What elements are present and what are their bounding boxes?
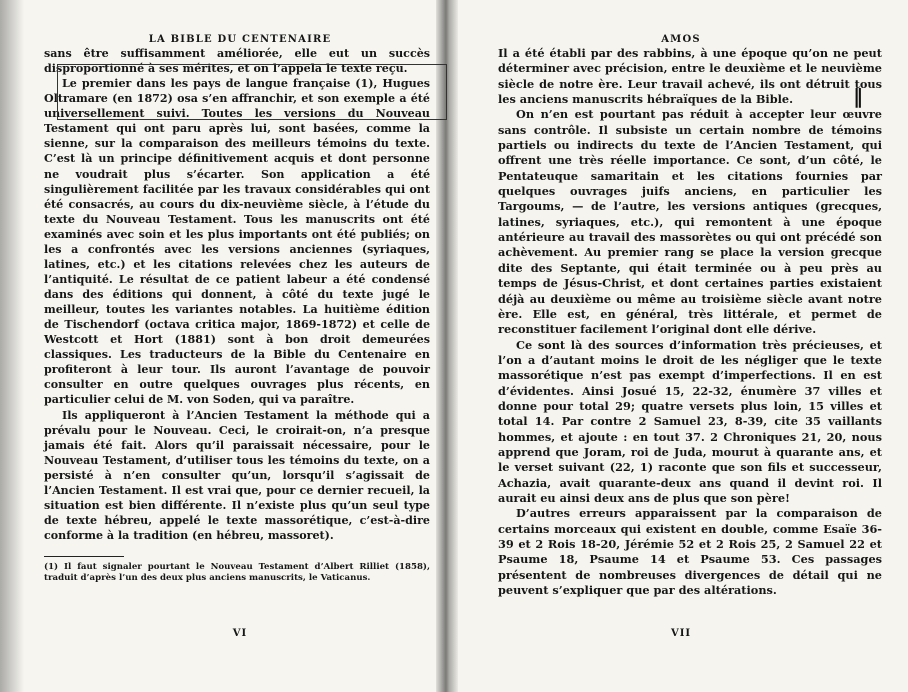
- right-paragraph: Il a été établi par des rabbins, à une époque qu’on ne peut déterminer avec précision, entre le deuxième et le neuvième siècle de notre ère. Leur travail achevé, ils ont détruit tous les anciens manuscrits hébraïques de la Bible.: [498, 46, 882, 107]
- footnote: (1) Il faut signaler pourtant le Nouveau Testament d’Albert Rilliet (1858), traduit d’après l’un des deux plus anciens manuscrits, le Vaticanus.: [44, 562, 430, 583]
- right-paragraph: D’autres erreurs apparaissent par la comparaison de certains morceaux qui existent en double, comme Esaïe 36-39 et 2 Rois 18-20, Jérémie 52 et 2 Rois 25, 2 Samuel 22 et Psaume 18, Psaume 14 et Psaume 53. Ces passages présentent de nombreuses divergences de détail qui ne peuvent s’expliquer que par des altérations.: [498, 506, 882, 598]
- left-paragraph: sans être suffisamment améliorée, elle eut un succès disproportionné à ses mérites, et on l’appela le texte reçu.: [44, 47, 430, 76]
- right-paragraph: On n’en est pourtant pas réduit à accepter leur œuvre sans contrôle. Il subsiste un certain nombre de témoins partiels ou indirects du texte de l’Ancien Testament, qui offrent une très réelle importance. Ce sont, d’un côté, le Pentateuque samaritain et les citations fournies par quelques ouvrages juifs anciens, en particulier les Targoums, — de l’autre, les versions antiques (grecques, latines, syriaques, etc.), qui remontent à une époque antérieure au travail des massorètes ou qui ont précédé son achèvement. Au premier rang se place la version grecque dite des Septante, qui était terminée ou à peu près au temps de Jésus-Christ, et dont certaines parties existaient déjà au deuxième ou même au troisième siècle avant notre ère. Elle est, en général, très littérale, et permet de reconstituer facilement l’original dont elle dérive.: [498, 107, 882, 337]
- right-running-head: AMOS: [661, 34, 701, 45]
- left-folio: VI: [232, 628, 248, 639]
- left-text-block: [44, 46, 430, 543]
- left-paragraph: Ils appliqueront à l’Ancien Testament la méthode qui a prévalu pour le Nouveau. Ceci, le croirait-on, n’a presque jamais été fait. Alors qu’il paraissait nécessaire, pour le Nouveau Testament, d’utiliser tous les témoins du texte, on a persisté à n’en consulter qu’un, lorsqu’il s’agissait de l’Ancien Testament. Il est vrai que, pour ce dernier recueil, la situation est bien différente. Il n’existe plus qu’un seul type de texte hébreu, appelé le texte massorétique, c’est-à-dire conforme à la tradition (en hébreu, massoret).: [44, 408, 430, 542]
- left-paragraph: Le premier dans les pays de langue française (1), Hugues Oltramare (en 1872) osa s’en affranchir, et son exemple a été universellement suivi. Toutes les versions du Nouveau Testament qui ont paru après lui, sont basées, comme la sienne, sur la comparaison des meilleurs témoins du texte. C’est là un principe définitivement acquis et dont personne ne voudrait plus s’écarter. Son application a été singulièrement facilitée par les travaux considérables qui ont été consacrés, au cours du dix-neuvième siècle, à l’étude du texte du Nouveau Testament. Tous les manuscrits ont été examinés avec soin et les plus importants ont été publiés; on les a confrontés avec les versions anciennes (syriaques, latines, etc.) et les citations relevées chez les auteurs de l’antiquité. Le résultat de ce patient labeur a été condensé dans des éditions qui donnent, à côté du texte jugé le meilleur, toutes les variantes notables. La huitième édition de Tischendorf (octava critica major, 1869-1872) et celle de Westcott et Hort (1881) sont à bon droit demeurées classiques. Les traducteurs de la Bible du Centenaire en profiteront à leur tour. Ils auront l’avantage de pouvoir consulter en outre quelques ouvrages plus récents, en particulier celui de M. von Soden, qui va paraître.: [44, 77, 430, 407]
- right-folio: VII: [670, 628, 692, 639]
- footnote-rule: [44, 556, 124, 557]
- left-page-edge-shadow: [0, 0, 24, 692]
- right-paragraph: Ce sont là des sources d’information très précieuses, et l’on a d’autant moins le droit de les négliger que le texte massorétique n’est pas exempt d’imperfections. Il en est d’évidentes. Ainsi Josué 15, 22-32, énumère 37 villes et donne pour total 29; quatre versets plus loin, 15 villes et total 14. Par contre 2 Samuel 23, 8-39, cite 35 vaillants hommes, et ajoute : en tout 37. 2 Chroniques 21, 20, nous apprend que Joram, roi de Juda, mourut à quarante ans, et le verset suivant (22, 1) raconte que son fils et successeur, Achazia, avait quarante-deux ans quand il devint roi. Il aurait eu ainsi deux ans de plus que son père!: [498, 337, 882, 505]
- left-running-head: LA BIBLE DU CENTENAIRE: [148, 34, 332, 45]
- right-text-block: [498, 46, 882, 598]
- highlight-box: [57, 64, 447, 120]
- right-page: [446, 0, 908, 692]
- margin-mark: ‖: [853, 84, 863, 108]
